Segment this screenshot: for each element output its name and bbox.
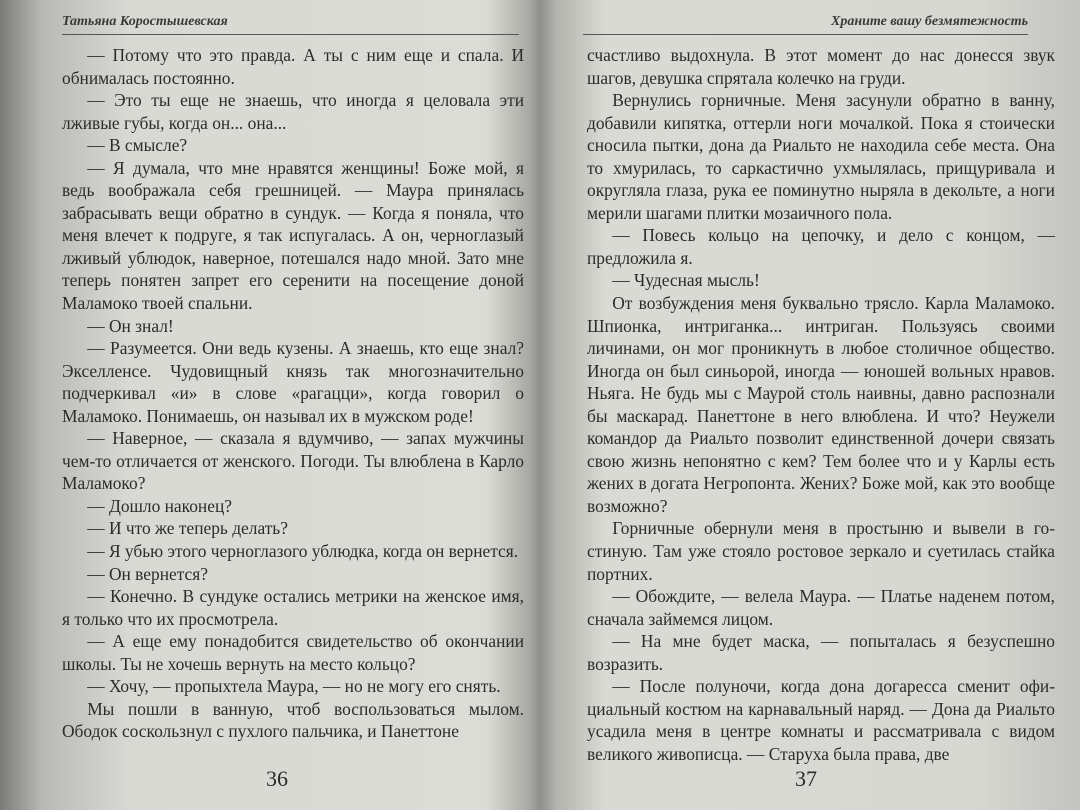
header-rule [583,34,1028,35]
paragraph: — Хочу, — пропыхтела Маура, — но не могу его снять. [87,676,501,697]
paragraph: — Разумеется. Они ведь кузены. А знаешь, кто еще знал? Экселленсе. Чудовищный князь так многозначительно подчеркивал «и» в слове «рагацци», когда говорил о Маламоко. Понимаешь, он называл их в мужском роде! [62,338,524,426]
paragraph: Горничные обернули меня в простыню и вывели в гостиную. Там уже стояло ростовое зеркало и суетилась стайка портних. [587,518,1055,584]
paragraph: — На мне будет маска, — попыталась я безуспешно возразить. [587,631,1055,674]
paragraph: — Чудесная мысль! [612,270,760,291]
page-number: 37 [795,766,817,791]
paragraph: — Потому что это правда. А ты с ним еще и спала. И обнималась постоянно. [62,45,524,88]
paragraph: — Он вернется? [87,563,208,584]
paragraph: — Я убью этого черноглазого ублюдка, когда он вернется. [87,541,519,562]
paragraph: — Повесь кольцо на цепочку, и дело с концом, — предложила я. [587,225,1055,268]
paragraph: — Наверное, — сказала я вдумчиво, — запах мужчины чем-то отличается от женского. Погоди. Ты влюблена в Карло Маламоко? [62,428,524,494]
paragraph-continuation: счастливо выдохнула. В этот момент до нас донесся звук шагов, девушка спрятала колечко на груди. [587,45,1055,88]
paragraph: — Это ты еще не знаешь, что иногда я целовала эти лживые губы, когда он... она... [62,90,524,133]
paragraph: От возбуждения меня буквально трясло. Карла Маламоко. Шпионка, интриганка... интриган. Пользуясь своими личинами, он мог проникнуть в любое столичное общество. Иногда он был синьорой, иногда — юношей вольных нравов. Ньяга. Не будь мы с Маурой столь наивны, давно распознали бы маскарад. Панеттоне в него влюблена. И что? Неужели командор да Риальто позволит единственной дочери связать свою жизнь непонятно с кем? Тем более что и у Карлы есть жених в догата Негропонта. Жених? Боже мой, как это вообще возможно? [587,293,1055,516]
page-number: 36 [266,766,288,791]
running-head-title: Храните вашу безмятежность [831,14,1028,29]
paragraph: Мы пошли в ванную, чтоб воспользоваться мылом. Ободок соскользнул с пухлого пальчика, и Панеттоне [62,698,524,742]
header-rule [62,34,519,35]
left-page [28,0,533,810]
paragraph: — А еще ему понадобится свидетельство об окончании школы. Ты не хочешь вернуть на место кольцо? [62,631,524,674]
paragraph: — Дошло наконец? [87,495,232,516]
paragraph: — Обождите, — велела Маура. — Платье наденем потом, сначала займемся лицом. [587,586,1055,629]
paragraph: — И что же теперь делать? [87,518,288,539]
paragraph: — Конечно. В сундуке остались метрики на женское имя, я только что их просмотрела. [62,586,524,629]
right-page [543,0,1058,810]
paragraph: — Я думала, что мне нравятся женщины! Боже мой, я ведь воображала себя грешницей. — Маура принялась забрасывать вещи обратно в сундук. — Когда я поняла, что меня влечет к подруге, я так испугалась. А он, черноглазый лживый ублюдок, наверное, потешался надо мной. Зато мне теперь понятен запрет его серенити на посещение доной Маламоко твоей спальни. [62,157,524,314]
paragraph: — Он знал! [87,315,174,336]
paragraph: Вернулись горничные. Меня засунули обратно в ванну, добавили кипятка, оттерли ноги мочалкой. Пока я стоически сносила пытки, дона да Риальто не находила себе места. Она то хмурилась, то саркастично ухмылялась, прищуривала и округляла глаза, рука ее поминутно ныряла в декольте, а ноги мерили шагами плитки мозаичного пола. [587,90,1055,223]
paragraph: — После полуночи, когда дона догаресса сменит официальный костюм на карнавальный наряд. — Дона да Риальто усадила меня в центре комнаты и рассматривала с видом великого живописца. — Старуха была права, две [587,676,1055,764]
running-head-author: Татьяна Коростышевская [62,14,228,29]
paragraph: — В смысле? [87,135,188,156]
left-page-text [62,44,524,743]
right-page-text [587,44,1055,766]
